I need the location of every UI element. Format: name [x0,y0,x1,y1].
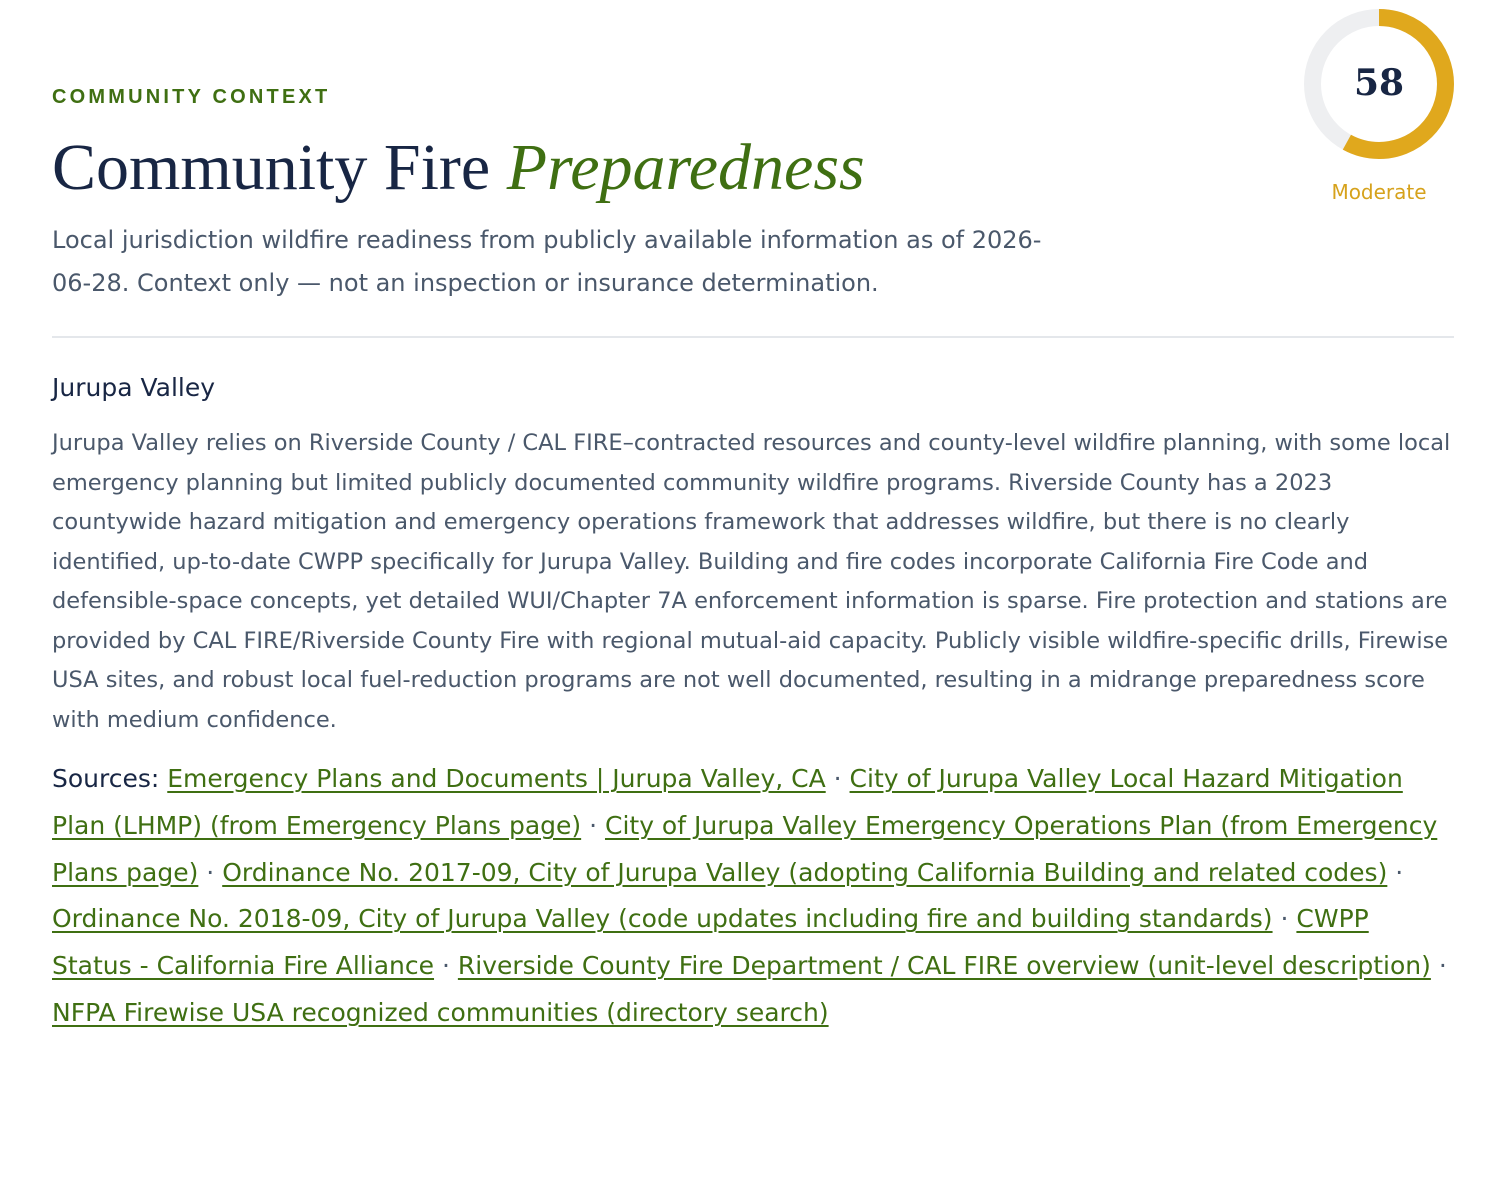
sources-label: Sources: [52,764,168,793]
source-separator: · [434,951,458,981]
score-value: 58 [1353,62,1405,104]
title-main: Community Fire [52,131,507,204]
source-separator: · [1387,857,1404,887]
source-link[interactable]: Emergency Plans and Documents | Jurupa Valley, CA [167,764,826,793]
preparedness-score-gauge [1303,8,1455,204]
page-title [52,126,865,210]
title-accent: Preparedness [506,131,865,204]
sources-list [52,756,1452,1037]
source-link[interactable]: Ordinance No. 2017-09, City of Jurupa Valley (adopting California Building and related codes) [222,857,1388,887]
source-separator: · [1430,951,1447,981]
source-separator: · [581,810,605,840]
source-link[interactable]: Ordinance No. 2018-09, City of Jurupa Valley (code updates including fire and building standards) [52,904,1273,934]
jurisdiction-summary: Jurupa Valley relies on Riverside County / CAL FIRE–contracted resources and county-level wildfire planning, with some local emergency planning but limited publicly documented community wildfire programs. Riverside County has a 2023 countywide hazard mitigation and emergency operations framework that addresses wildfire, but there is no clearly identified, up-to-date CWPP specifically for Jurupa Valley. Building and fire codes incorporate California Fire Code and defensible-space concepts, yet detailed WUI/Chapter 7A enforcement information is sparse. Fire protection and stations are provided by CAL FIRE/Riverside County Fire with regional mutual-aid capacity. Publicly visible wildfire-specific drills, Firewise USA sites, and robust local fuel-reduction programs are not well documented, resulting in a midrange preparedness score with medium confidence. [52,430,1451,733]
jurisdiction-name: Jurupa Valley [52,373,216,402]
source-link[interactable]: NFPA Firewise USA recognized communities (directory search) [52,997,829,1027]
page-subtitle: Local jurisdiction wildfire readiness from publicly available information as of 2026-06-28. Context only — not an inspection or insurance determination. [52,226,1042,297]
section-eyebrow: COMMUNITY CONTEXT [52,86,331,108]
score-rating-label: Moderate [1331,180,1427,204]
source-link[interactable]: City of Jurupa Valley Local Hazard Mitigation Plan (LHMP) (from Emergency Plans page) [52,764,1403,840]
source-separator: · [198,857,223,887]
source-separator: · [825,764,850,793]
source-link[interactable]: CWPP Status - California Fire Alliance [52,904,1369,981]
sources-links [52,764,1447,1027]
section-divider [52,336,1454,338]
source-link[interactable]: Riverside County Fire Department / CAL FIRE overview (unit-level description) [457,951,1431,981]
source-link[interactable]: City of Jurupa Valley Emergency Operations Plan (from Emergency Plans page) [52,810,1438,887]
source-separator: · [1272,904,1297,934]
